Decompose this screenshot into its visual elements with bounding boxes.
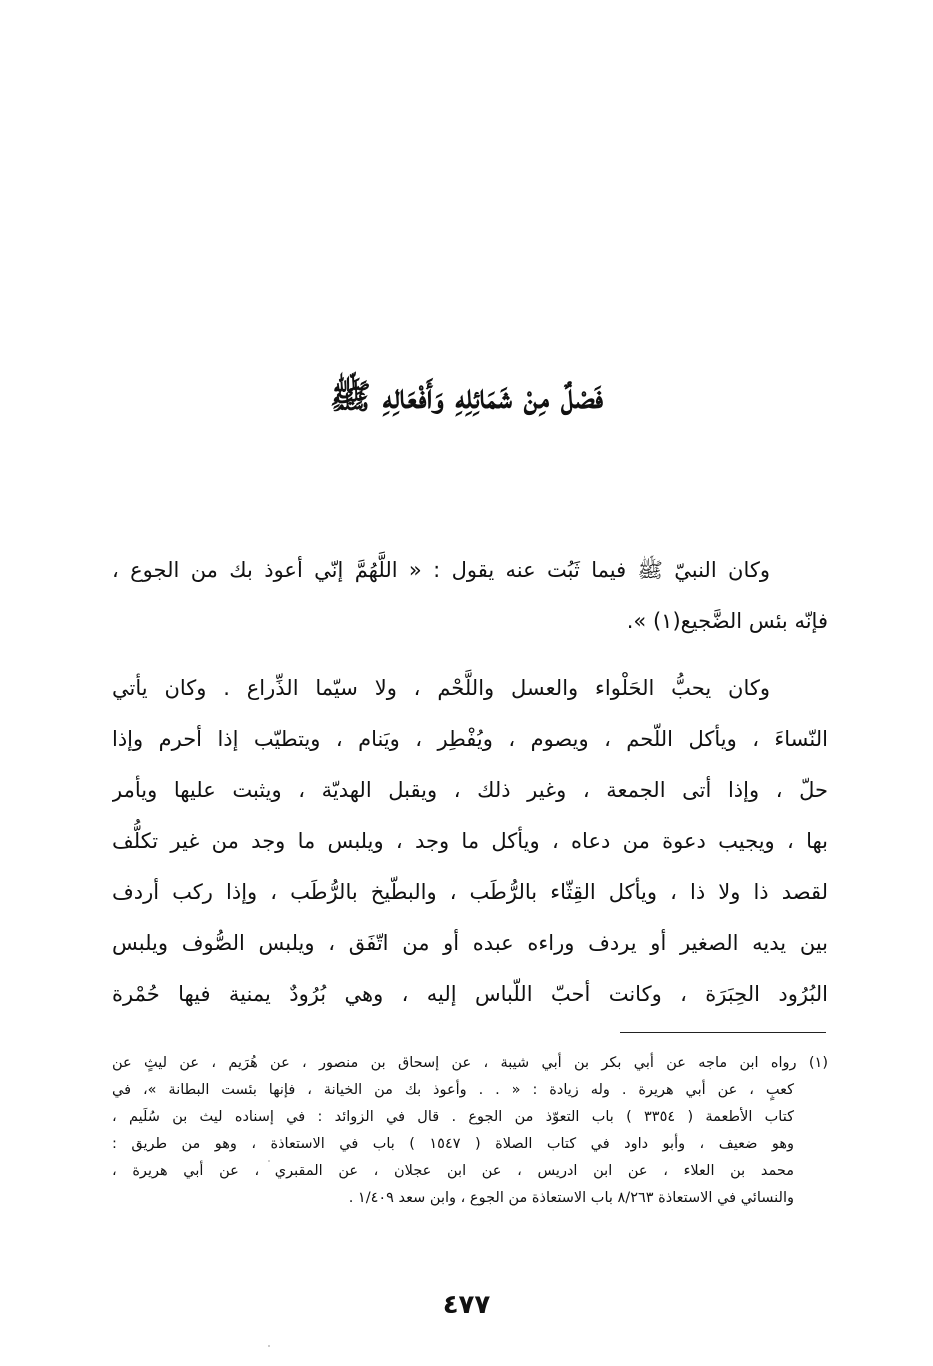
paragraph-line: بها ، ويجيب دعوة من دعاه ، ويأكل ما وجد ، ويلبس ما وجد من غير تكلُّف bbox=[112, 829, 828, 853]
paragraph-line: بين يديه الصغير أو يردف وراءه عبده أو من اتّفَق ، ويلبس الصُّوف ويلبس bbox=[112, 931, 828, 955]
footnote-line: كعبٍ ، عن أبي هريرة . وله زيادة : « . . وأعوذ بك من الخيانة ، فإنها بئست البطانة »، في bbox=[112, 1082, 794, 1098]
paragraph-2 bbox=[112, 663, 828, 1020]
footnote-line: والنسائي في الاستعاذة ٨/٢٦٣ باب الاستعاذة من الجوع ، وابن سعد ١/٤٠٩ . bbox=[348, 1190, 794, 1206]
section-heading: فَصْلٌ مِنْ شَمَائِلِهِ وَأَفْعَالِهِ ﷺ bbox=[329, 377, 604, 417]
paragraph-line: حلّ ، وإذا أتى الجمعة ، وغير ذلك ، ويقبل الهديّة ، ويثبت عليها ويأمر bbox=[112, 778, 828, 802]
paragraph-1 bbox=[112, 545, 828, 647]
paragraph-line: البُرُود الحِبَرَة ، وكانت أحبّ اللّباس إليه ، وهي بُرُودٌ يمنية فيها حُمْرة bbox=[112, 982, 828, 1006]
paragraph-line: وكان النبيّ ﷺ فيما ثَبُت عنه يقول : « اللَّهُمَّ إنّي أعوذ بك من الجوع ، bbox=[112, 558, 770, 582]
footnotes bbox=[112, 1050, 828, 1212]
footnote-line: كتاب الأطعمة ( ٣٣٥٤ ) باب التعوّذ من الجوع . قال في الزوائد : في إسناده ليث بن سُلَيم ، bbox=[112, 1109, 794, 1125]
footnote-separator bbox=[620, 1032, 826, 1033]
scan-speck bbox=[268, 1160, 270, 1162]
footnote-line: وهو ضعيف ، وأبو داود في كتاب الصلاة ( ١٥٤٧ ) باب في الاستعاذة ، وهو من طريق : bbox=[112, 1136, 794, 1152]
paragraph-line: النّساءَ ، ويأكل اللّحم ، ويصوم ، ويُفْطِر ، ويَنام ، ويتطيّب إذا أحرم وإذا bbox=[112, 727, 828, 751]
page-number: ٤٧٧ bbox=[442, 1290, 491, 1320]
paragraph-line: لقصد ذا ولا ذا ، ويأكل القِثّاء بالرُّطَب ، والبطّيخ بالرُّطَب ، وإذا ركب أردف bbox=[112, 880, 828, 904]
paragraph-line: وكان يحبُّ الحَلْواء والعسل واللَّحْم ، ولا سيّما الذِّراع . وكان يأتي bbox=[112, 676, 770, 700]
footnote-line: (١) رواه ابن ماجه عن أبي بكر بن أبي شيبة ، عن إسحاق بن منصور ، عن هُرَيم ، عن ليثٍ عن bbox=[112, 1055, 828, 1071]
paragraph-line: فإنّه بئس الضَّجيع(١) ». bbox=[626, 609, 828, 633]
scan-speck bbox=[268, 1345, 270, 1347]
footnote-line: محمد بن العلاء ، عن ابن ادريس ، عن ابن عجلان ، عن المقبري ، عن أبي هريرة ، bbox=[112, 1163, 794, 1179]
